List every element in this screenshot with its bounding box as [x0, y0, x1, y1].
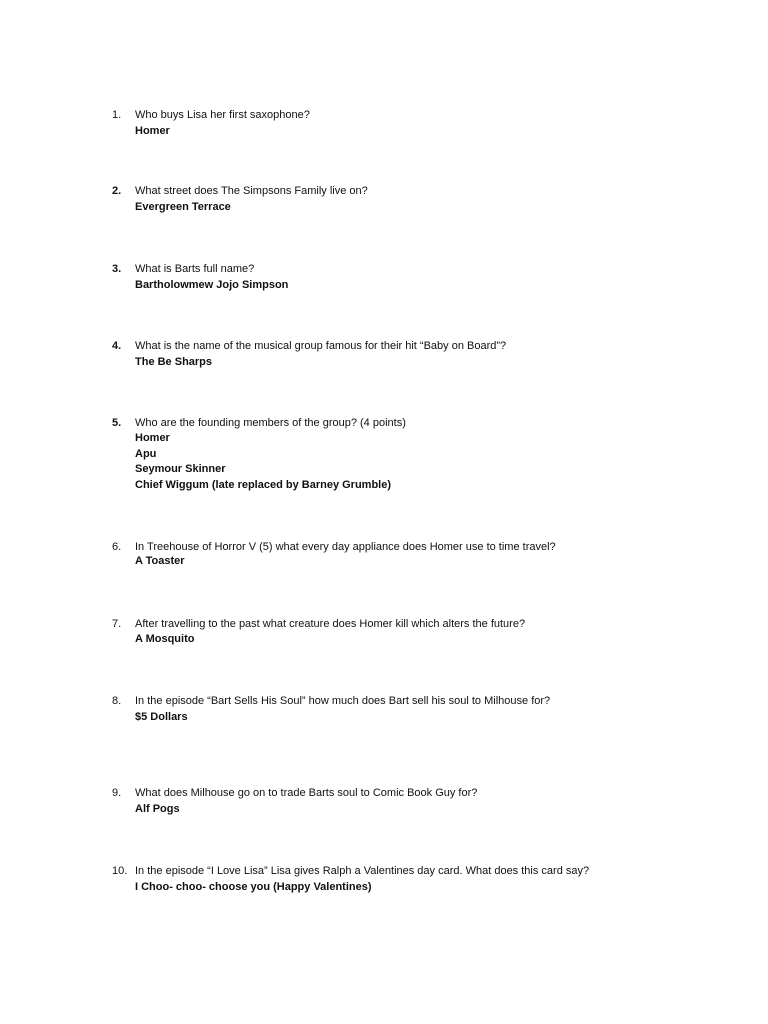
- question-number: 4.: [112, 340, 122, 352]
- answer-text: Homer: [135, 432, 170, 444]
- answer-text: Bartholowmew Jojo Simpson: [135, 279, 289, 291]
- answer-text: The Be Sharps: [135, 356, 213, 368]
- answer-text: A Mosquito: [135, 633, 195, 645]
- answer-text: Alf Pogs: [135, 803, 180, 815]
- answer-text: I Choo- choo- choose you (Happy Valentines): [135, 881, 372, 893]
- question-number: 2.: [112, 185, 122, 197]
- question-text: What is the name of the musical group famous for their hit “Baby on Board”?: [135, 340, 507, 352]
- question-number: 6.: [112, 541, 122, 553]
- question-number: 3.: [112, 263, 122, 275]
- question-text: In Treehouse of Horror V (5) what every day appliance does Homer use to time travel?: [135, 541, 556, 553]
- question-text: What does Milhouse go on to trade Barts soul to Comic Book Guy for?: [135, 787, 478, 799]
- question-number: 5.: [112, 417, 122, 429]
- answer-text: Chief Wiggum (late replaced by Barney Grumble): [135, 478, 392, 491]
- answer-text: Apu: [135, 447, 157, 460]
- answer-text: $5 Dollars: [135, 711, 188, 723]
- answer-text: A Toaster: [135, 555, 185, 567]
- question-text: Who buys Lisa her first saxophone?: [135, 109, 310, 121]
- question-number: 7.: [112, 618, 122, 630]
- question-text: In the episode “Bart Sells His Soul” how much does Bart sell his soul to Milhouse for?: [135, 695, 551, 707]
- answer-text: Homer: [135, 125, 170, 137]
- question-number: 9.: [112, 787, 122, 799]
- answer-text: Evergreen Terrace: [135, 201, 231, 213]
- question-text: Who are the founding members of the group? (4 points): [135, 417, 406, 429]
- question-text: What street does The Simpsons Family live on?: [135, 185, 368, 197]
- question-text: What is Barts full name?: [135, 263, 255, 275]
- question-number: 10.: [112, 865, 128, 877]
- answer-text: Seymour Skinner: [135, 463, 226, 475]
- question-text: After travelling to the past what creature does Homer kill which alters the future?: [135, 618, 526, 630]
- question-text: In the episode “I Love Lisa” Lisa gives Ralph a Valentines day card. What does this card say?: [135, 865, 590, 877]
- question-number: 1.: [112, 109, 122, 121]
- question-number: 8.: [112, 695, 122, 707]
